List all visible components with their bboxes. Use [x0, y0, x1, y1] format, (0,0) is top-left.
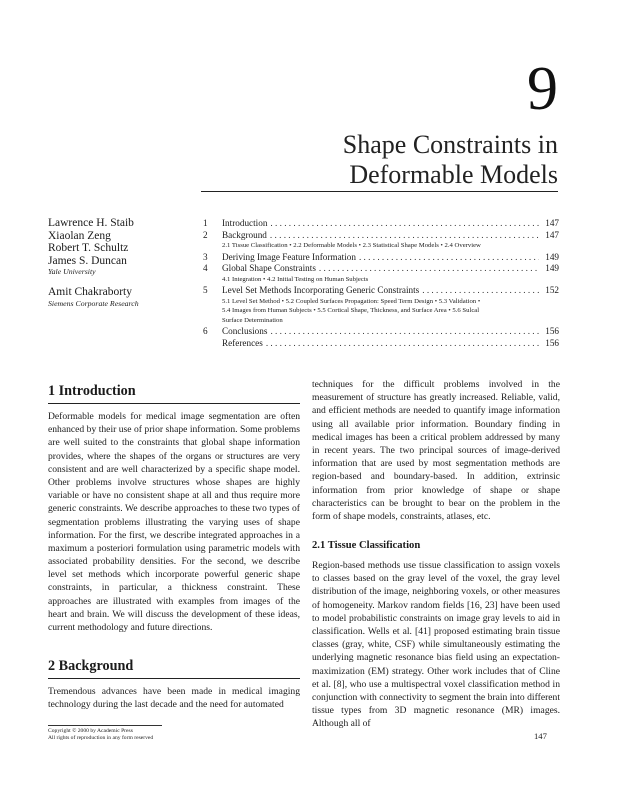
- section-heading-background: 2 Background: [48, 657, 300, 679]
- toc-title: References: [222, 337, 263, 348]
- page-number: 147: [534, 731, 547, 741]
- copyright-line: All rights of reproduction in any form reserved: [48, 735, 154, 742]
- chapter-number: 9: [527, 55, 558, 123]
- toc-subsection-line: 5.1 Level Set Method • 5.2 Coupled Surfaces Propagation: Speed Term Design • 5.3 Validation •: [222, 297, 481, 305]
- toc-leader: [422, 285, 539, 297]
- chapter-title-line: Deformable Models: [349, 160, 558, 189]
- left-column: [48, 382, 300, 634]
- toc-number: 4: [203, 263, 208, 274]
- toc-subsections: 2.1 Tissue Classification • 2.2 Deformable Models • 2.3 Statistical Shape Models • 2.4 Overview: [222, 242, 481, 250]
- title-rule: [201, 191, 558, 192]
- right-column: [312, 378, 560, 731]
- toc-subsection-line: Surface Determination: [222, 316, 283, 324]
- chapter-title-line: Shape Constraints in: [342, 130, 558, 159]
- toc-title: Conclusions: [222, 326, 268, 336]
- toc-leader: [319, 263, 539, 275]
- toc-page: 147: [545, 218, 559, 228]
- toc-entry[interactable]: [203, 230, 559, 242]
- toc-number: 2: [203, 229, 208, 240]
- toc-title: Level Set Methods Incorporating Generic Constraints: [222, 285, 420, 296]
- toc-number: 6: [203, 326, 208, 336]
- section-heading-introduction: 1 Introduction: [48, 382, 300, 404]
- background-continued-paragraph: techniques for the difficult problems involved in the measurement of structure has greatly increased. Reliable, valid, and efficient methods are needed to quantify image information using all available prior information. Boundary finding in medical images has been a critical problem addressed by many in recent years. The two principal sources of image-derived information that are used by most segmentation methods are region-based and boundary-based. In addition, extrinsic information from prior knowledge of shape or shape characteristics can be brought to bear on the problem in the form of shape models, constraints, atlases, etc.: [312, 379, 560, 522]
- author-name: Lawrence H. Staib: [48, 217, 134, 229]
- copyright-line: Copyright © 2000 by Academic Press: [48, 728, 133, 734]
- toc-leader: [270, 326, 539, 338]
- chapter-title: [343, 130, 558, 190]
- toc-number: 5: [203, 285, 208, 296]
- toc-number: 1: [203, 218, 208, 228]
- author-name: James S. Duncan: [48, 254, 127, 267]
- toc-title: Background: [222, 229, 267, 240]
- left-column-bottom: [48, 657, 300, 711]
- toc-page: 152: [545, 285, 559, 296]
- toc-entry[interactable]: [203, 218, 559, 230]
- author-name: Xiaolan Zeng: [48, 229, 111, 242]
- author-name: Robert T. Schultz: [48, 242, 129, 254]
- background-paragraph: Tremendous advances have been made in medical imaging technology during the last decade and the need for automated: [48, 686, 300, 711]
- table-of-contents: [203, 218, 559, 349]
- toc-subsection-line: 5.4 Images from Human Subjects • 5.5 Cortical Shape, Thickness, and Surface Area • 5.6 Sulcal: [222, 307, 480, 315]
- toc-leader: [270, 218, 539, 230]
- toc-entry[interactable]: [203, 285, 559, 297]
- subsection-heading-tissue-classification: 2.1 Tissue Classification: [312, 540, 421, 552]
- toc-page: 156: [545, 326, 559, 336]
- toc-title: Global Shape Constraints: [222, 263, 316, 274]
- toc-leader: [266, 338, 539, 350]
- toc-entry[interactable]: [203, 263, 559, 275]
- toc-title: Deriving Image Feature Information: [222, 251, 356, 262]
- toc-page: 149: [545, 263, 559, 274]
- toc-page: 156: [545, 337, 559, 348]
- author-affiliation: Siemens Corporate Research: [48, 298, 139, 308]
- author-name: Amit Chakraborty: [48, 286, 132, 298]
- toc-leader: [359, 252, 539, 264]
- toc-entry[interactable]: [203, 338, 559, 350]
- introduction-paragraph: Deformable models for medical image segmentation are often enhanced by their use of prior shape information. Some problems are well suited to the constraints that global shape information provides, where the shapes of the organs or structures are very consistent and are well characterized by a specific shape model. Other problems involve structures whose shapes are highly variable or have no consistent shape at all and thus require more generic constraints. We describe approaches to these two types of segmentation problems illustrating the varying uses of shape information. For the first, we describe integrated approaches in a maximum a posteriori formulation using parametric models with associated probability densities. For the second, we describe level set methods which incorporate powerful generic shape constraints, in particular, a thickness constraint. These approaches are illustrated with examples from images of the heart and brain. We will discuss the development of these ideas, current methodology and future directions.: [48, 411, 300, 633]
- author-block: [48, 217, 198, 309]
- toc-number: 3: [203, 251, 208, 262]
- toc-page: 149: [545, 251, 559, 262]
- copyright-notice: [48, 728, 153, 742]
- toc-subsections: [203, 297, 559, 325]
- author-affiliation: Yale University: [48, 267, 96, 276]
- toc-title: Introduction: [222, 218, 268, 228]
- footer-rule: [48, 725, 162, 726]
- toc-leader: [270, 230, 539, 242]
- toc-entry[interactable]: [203, 326, 559, 338]
- toc-subsections: 4.1 Integration • 4.2 Initial Testing on Human Subjects: [222, 275, 369, 283]
- toc-entry[interactable]: [203, 252, 559, 264]
- tissue-classification-paragraph: Region-based methods use tissue classification to assign voxels to classes based on the gray level of the voxel, the gray level distribution of the image, neighboring voxels, or other measures of homogeneity. Markov random fields [16, 23] have been used to model probabilistic constraints on image gray levels to aid in classification. Wells et al. [41] proposed estimating brain tissue classes (gray, white, CSF) while simultaneously estimating the underlying magnetic resonance bias field using an expectation-maximization (EM) strategy. Other work includes that of Cline et al. [8], who use a multispectral voxel classification method in conjunction with connectivity to segment the brain into different tissue types from 3D magnetic resonance (MR) images. Although all of: [312, 560, 560, 730]
- toc-page: 147: [545, 229, 559, 240]
